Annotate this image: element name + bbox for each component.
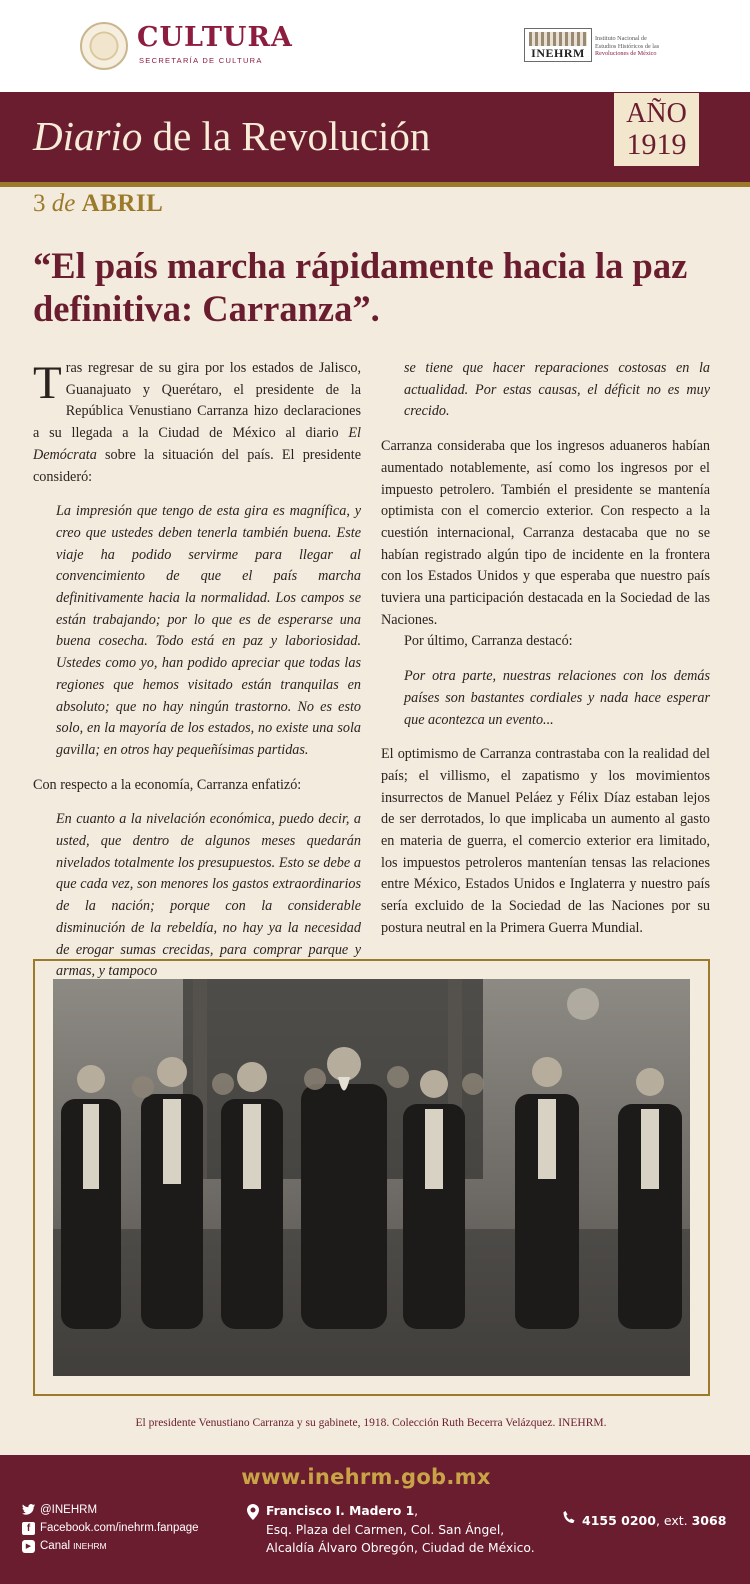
twitter-handle: @INEHRM <box>40 1504 98 1516</box>
facebook-link[interactable] <box>22 1519 199 1537</box>
inehrm-logo <box>524 28 592 62</box>
drop-cap: T <box>33 357 62 409</box>
phone-icon <box>562 1511 576 1525</box>
paragraph-text: sobre la situación del país. El presidente consideró: <box>33 446 361 485</box>
article-paragraph: El optimismo de Carranza contrastaba con la realidad del país; el villismo, el zapatismo y los movimientos insurrectos de Manuel Peláez y Félix Díaz estaban lejos de ser derrotados, lo que implicaba un aumento al gasto en materia de guerra, el comercio exterior era limitado, los impuestos petroleros mantenían tensas las relaciones entre México, Estados Unidos e Inglaterra y nuestro país sería excluido de la Sociedad de las Naciones por su postura neutral en la Primera Guerra Mundial. <box>381 746 710 936</box>
historical-photo <box>53 979 690 1376</box>
article-paragraph: Por último, Carranza destacó: <box>404 633 573 650</box>
title-rest: de la Revolución <box>142 113 431 159</box>
cultura-subtitle: SECRETARÍA DE CULTURA <box>139 56 263 65</box>
youtube-link[interactable] <box>22 1537 199 1555</box>
publication-title <box>33 112 430 160</box>
twitter-link[interactable] <box>22 1501 199 1519</box>
inehrm-acronym: INEHRM <box>531 46 585 60</box>
year-badge <box>614 93 699 166</box>
article-column-left <box>33 358 361 983</box>
facebook-icon: f <box>22 1522 35 1535</box>
postal-address <box>247 1502 535 1558</box>
article-column-right <box>381 358 710 940</box>
address-line-3: Alcaldía Álvaro Obregón, Ciudad de México. <box>266 1541 535 1555</box>
institute-line: Estudios Históricos de las <box>595 42 660 50</box>
youtube-channel: INEHRM <box>73 1541 107 1551</box>
facebook-url: Facebook.com/inehrm.fanpage <box>40 1522 199 1534</box>
paragraph-text: ras regresar de su gira por los estados de Jalisco, Guanajuato y Querétaro, el presidente de la República Venustiano Carranza hizo declaraciones a su llegada a la Ciudad de México al diario <box>33 360 361 442</box>
block-quote: Por otra parte, nuestras relaciones con los demás países son bastantes cordiales y nada hace esperar que acontezca un evento... <box>404 668 710 728</box>
year-value: 1919 <box>626 128 687 161</box>
institute-name <box>595 35 685 58</box>
street: Francisco I. Madero 1 <box>266 1504 415 1518</box>
date-day: 3 <box>33 190 46 217</box>
youtube-icon: ▶ <box>22 1540 35 1553</box>
block-quote: se tiene que hacer reparaciones costosas en la actualidad. Por estas causas, el déficit no es muy crecido. <box>404 360 710 420</box>
entry-date <box>33 190 163 218</box>
block-quote: La impresión que tengo de esta gira es magnífica, y creo que ustedes deben tenerla también buena. Este viaje ha podido servirme para llegar al convencimiento de que el país marcha definitivamente hacia la normalidad. Los campos se están trabajando; por lo que es de esperarse una buena cosecha. Todo está en paz y laboriosidad. Ustedes como yo, han podido apreciar que todas las regiones que hemos visitado están tranquilas en absoluto; que no hay ningún trastorno. No es esto solo, en la mayoría de los estados, no existe una sola gavilla; en otros hay pequeñísimas partidas. <box>56 503 361 758</box>
address-line-2: Esq. Plaza del Carmen, Col. San Ángel, <box>266 1522 505 1537</box>
location-pin-icon <box>247 1504 259 1520</box>
banner-divider <box>0 182 750 187</box>
address-comma: , <box>414 1504 419 1518</box>
headline: “El país marcha rápidamente hacia la paz definitiva: Carranza”. <box>33 245 688 329</box>
date-month: ABRIL <box>81 190 164 217</box>
twitter-icon <box>22 1504 35 1517</box>
date-de: de <box>51 190 76 217</box>
newspaper-name: El Demócrata <box>33 425 361 463</box>
institute-line: Revoluciones de México <box>595 50 657 58</box>
phone-number[interactable] <box>562 1511 726 1528</box>
social-links <box>22 1501 199 1555</box>
article-paragraph: Con respecto a la economía, Carranza enfatizó: <box>33 776 302 793</box>
photo-caption: El presidente Venustiano Carranza y su gabinete, 1918. Colección Ruth Becerra Velázquez. INEHRM. <box>135 1417 607 1429</box>
youtube-label: Canal <box>40 1540 71 1552</box>
building-icon <box>529 32 587 46</box>
phone-main: 4155 0200 <box>582 1513 656 1528</box>
cultura-logo-text: CULTURA <box>137 22 293 53</box>
photo-frame <box>33 959 710 1396</box>
block-quote: En cuanto a la nivelación económica, puedo decir, a usted, que dentro de algunos meses quedarán nivelados totalmente los presupuestos. Esto se debe a que cada vez, son menores los gastos extraordinarios de la nación; porque con la considerable disminución de la rebeldía, no hay ya la necesidad de erogar sumas crecidas, para comprar parque y armas, y tampoco <box>56 811 361 980</box>
title-italic: Diario <box>33 113 143 159</box>
address-line-1 <box>266 1502 535 1521</box>
website-link[interactable]: www.inehrm.gob.mx <box>241 1465 491 1489</box>
article-paragraph: Carranza consideraba que los ingresos aduaneros habían aumentado notablemente, así como los ingresos por el impuesto petrolero. También el presidente se mantenía optimista con el comercio exterior. Con respecto a la cuestión internacional, Carranza destacaba que no se habían registrado algún tipo de incidente en la frontera con los Estados Unidos y que esperaba que nuestro país tuviera una participación destacada en la Sociedad de las Naciones. <box>381 438 710 628</box>
national-seal-icon <box>80 22 128 70</box>
year-label: AÑO <box>626 98 687 129</box>
phone-ext-label: , ext. <box>655 1513 692 1528</box>
article-paragraph <box>33 358 361 488</box>
institute-line: Instituto Nacional de <box>595 35 647 42</box>
cabinet-group-photo <box>53 979 690 1376</box>
phone-ext: 3068 <box>691 1513 727 1528</box>
